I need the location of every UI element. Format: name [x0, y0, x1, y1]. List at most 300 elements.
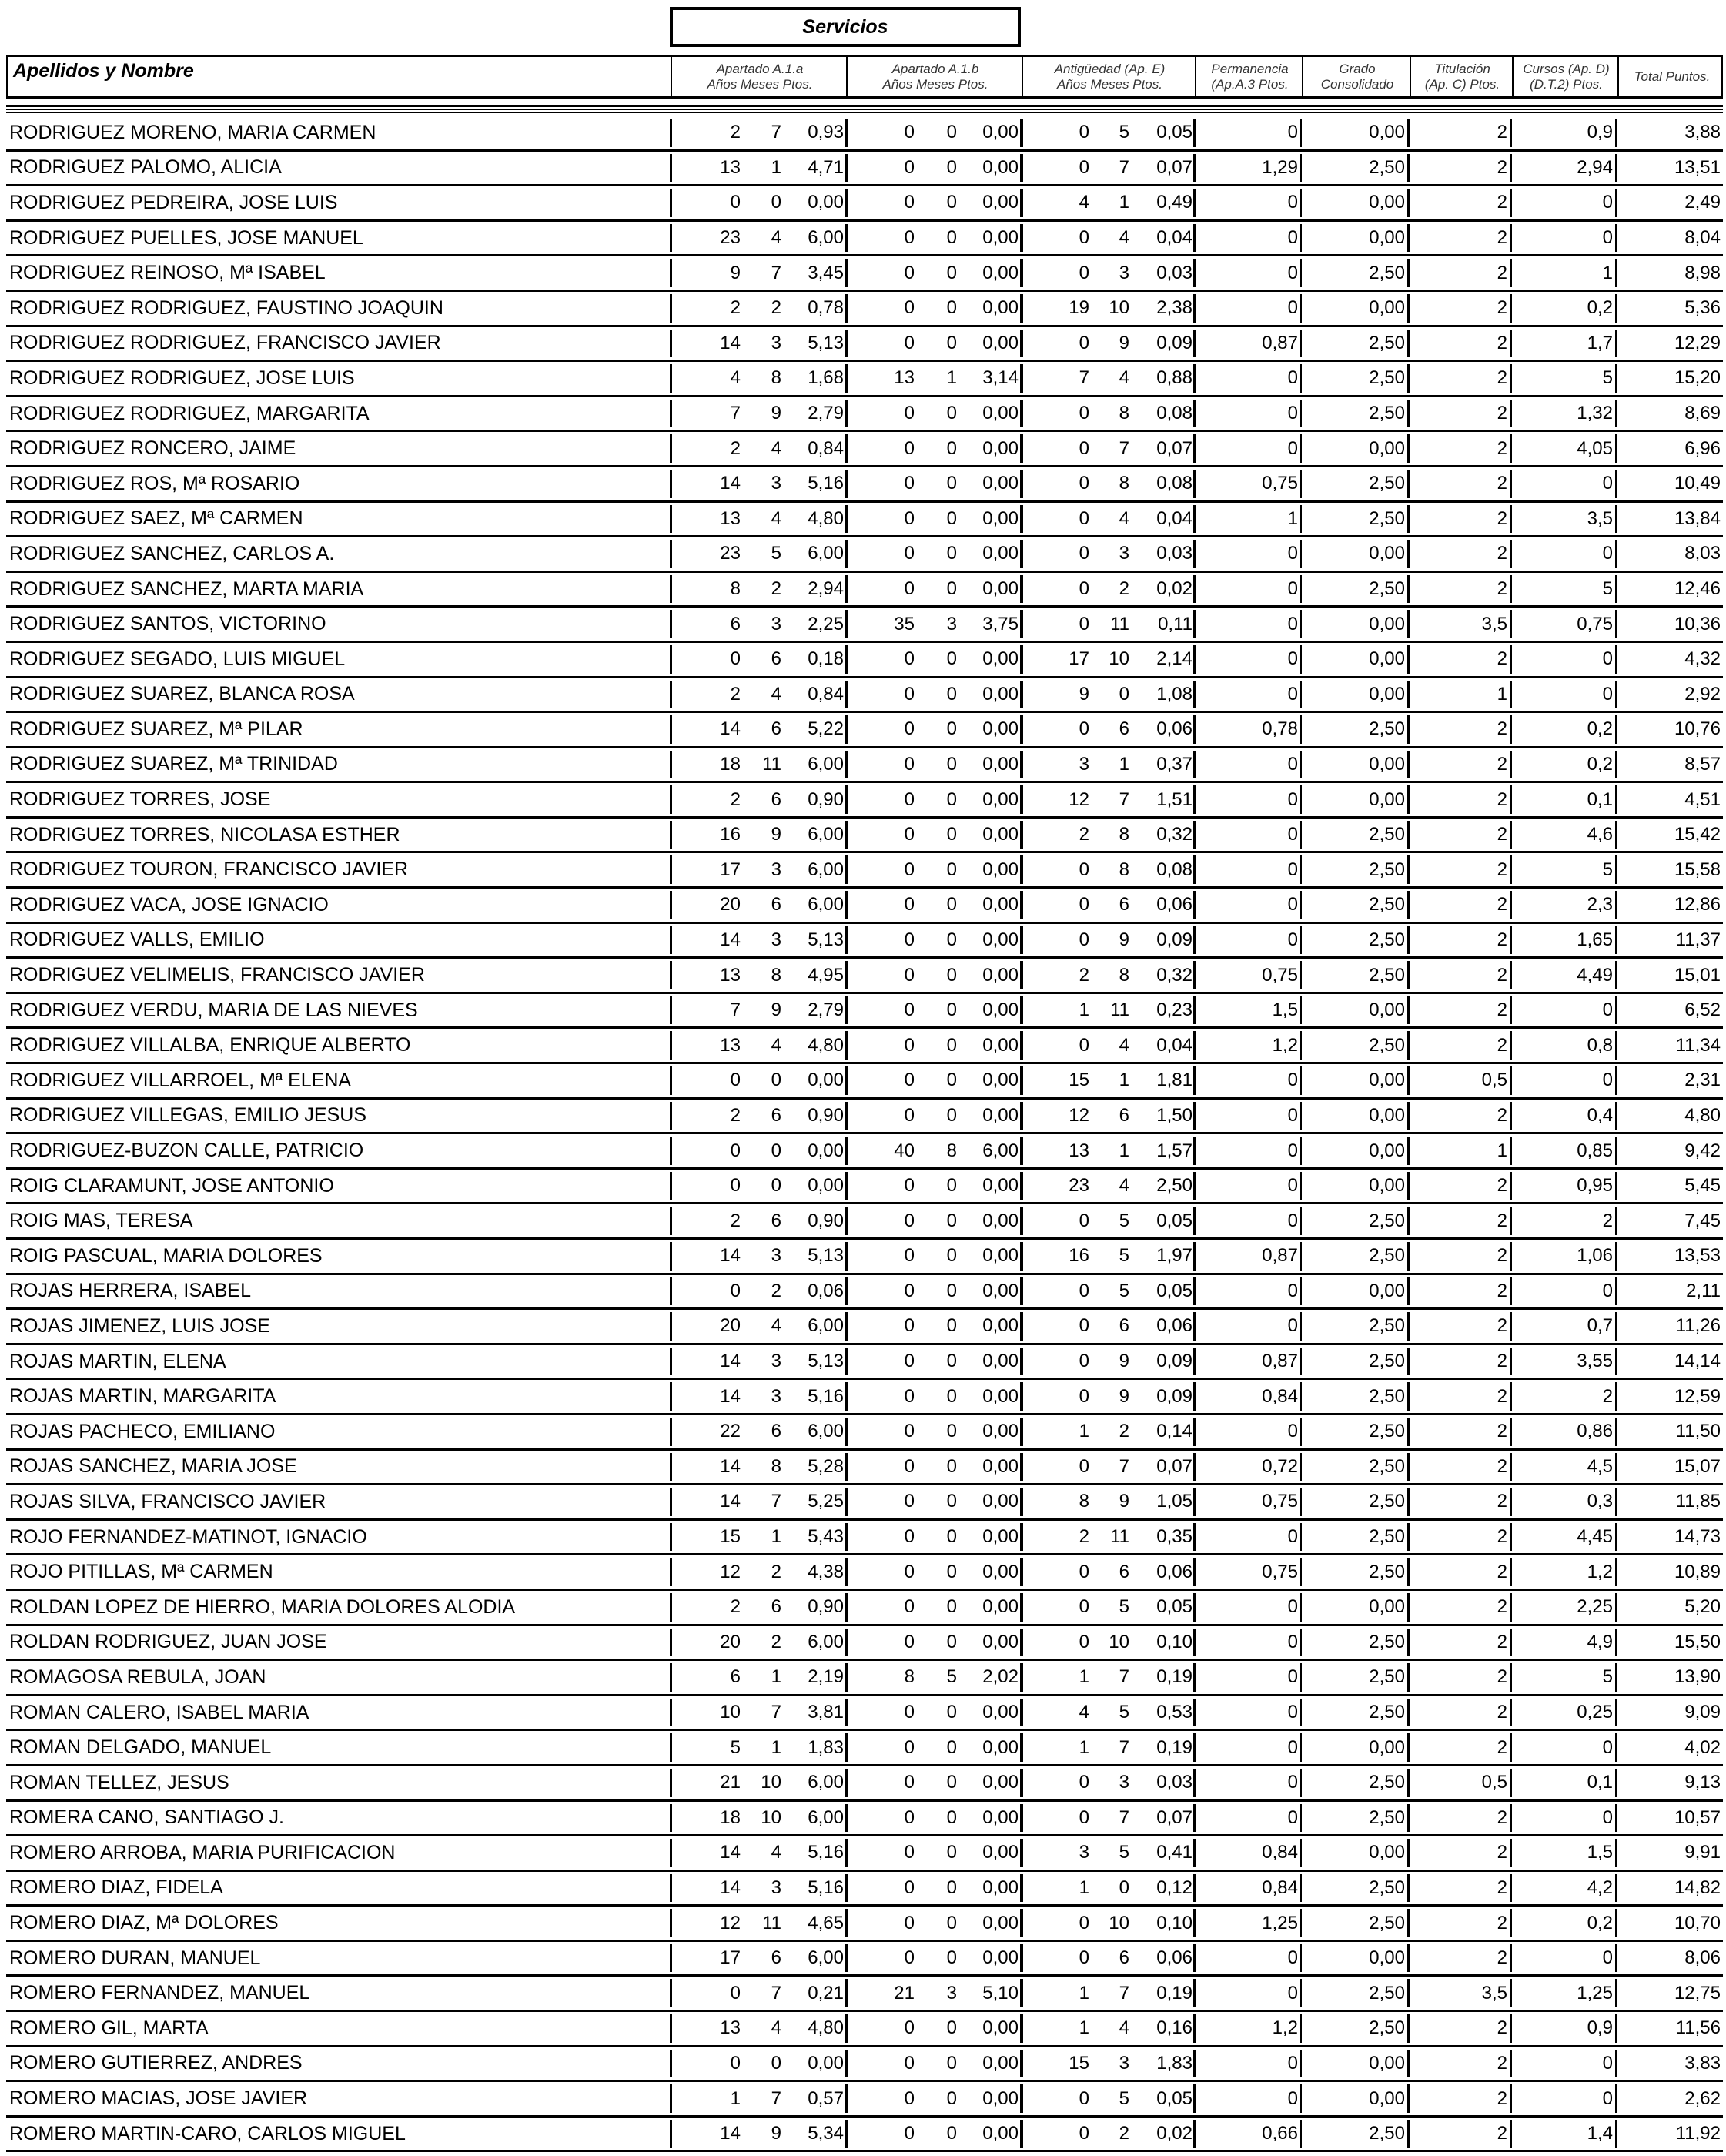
cell-border [1615, 1839, 1617, 1867]
cell-border [1510, 1312, 1512, 1341]
cell-a1b-anos: 0 [904, 1175, 915, 1197]
cell-a1b-meses: 0 [946, 1596, 957, 1618]
cell-cursos: 1,25 [1577, 1982, 1613, 2004]
cell-total: 12,29 [1674, 332, 1721, 353]
cell-permanencia: 0 [1287, 262, 1298, 283]
cell-a1b-meses: 0 [946, 1315, 957, 1337]
cell-cursos: 4,49 [1577, 964, 1613, 986]
cell-ant-meses: 3 [1119, 1772, 1129, 1793]
cell-nombre: ROMERO ARROBA, MARIA PURIFICACION [9, 1841, 396, 1863]
table-row [6, 2082, 1723, 2118]
cell-border [1300, 189, 1302, 217]
header-line: (Ap. C) Ptos. [1424, 76, 1500, 92]
cell-a1b-meses: 0 [946, 1772, 957, 1793]
cell-border [1615, 1944, 1617, 1973]
cell-ant-anos: 0 [1079, 1351, 1089, 1372]
cell-titulacion: 2 [1497, 437, 1507, 459]
header-tit [1413, 57, 1512, 96]
cell-total: 13,53 [1674, 1245, 1721, 1267]
cell-permanencia: 0 [1287, 1070, 1298, 1091]
cell-permanencia: 0,84 [1262, 1876, 1298, 1898]
cell-border [1510, 926, 1512, 955]
table-row [6, 362, 1723, 397]
cell-cursos: 2,94 [1577, 156, 1613, 178]
cell-border [1615, 224, 1617, 253]
cell-total: 10,49 [1674, 473, 1721, 494]
cell-border [1407, 1418, 1410, 1446]
cell-a1b-ptos: 0,00 [982, 1561, 1019, 1582]
cell-total: 4,02 [1684, 1736, 1721, 1758]
cell-nombre: ROIG PASCUAL, MARIA DOLORES [9, 1244, 323, 1267]
cell-border [1615, 1137, 1617, 1165]
cell-grado: 2,50 [1369, 1385, 1405, 1407]
cell-total: 10,76 [1674, 718, 1721, 740]
cell-border [1510, 610, 1512, 638]
cell-grado: 2,50 [1369, 1702, 1405, 1723]
cell-border [1510, 1874, 1512, 1903]
cell-total: 6,52 [1684, 999, 1721, 1021]
cell-ant-meses: 10 [1109, 1631, 1129, 1652]
cell-nombre: ROJAS MARTIN, ELENA [9, 1350, 226, 1372]
cell-a1b-meses: 0 [946, 1210, 957, 1231]
cell-a1b-meses: 0 [946, 964, 957, 986]
cell-grado: 2,50 [1369, 1034, 1405, 1056]
cell-cursos: 4,05 [1577, 437, 1613, 459]
cell-ant-meses: 6 [1119, 1561, 1129, 1582]
cell-border [1407, 610, 1410, 638]
cell-total: 12,75 [1674, 1982, 1721, 2004]
cell-a1a-ptos: 5,43 [808, 1526, 844, 1548]
cell-a1a-ptos: 5,34 [808, 2123, 844, 2144]
table-row [6, 1380, 1723, 1415]
cell-a1a-meses: 6 [771, 1421, 781, 1442]
cell-a1b-meses: 0 [946, 1104, 957, 1126]
cell-border [1407, 1102, 1410, 1130]
cell-a1b-anos: 0 [904, 227, 915, 249]
table-row [6, 608, 1723, 643]
cell-grado: 2,50 [1369, 367, 1405, 389]
cell-permanencia: 0 [1287, 367, 1298, 389]
cell-ant-ptos: 0,09 [1156, 1351, 1192, 1372]
cell-cursos: 4,45 [1577, 1526, 1613, 1548]
header-cursos [1515, 57, 1617, 96]
cell-cursos: 0 [1602, 192, 1613, 213]
cell-titulacion: 2 [1497, 1842, 1507, 1863]
cell-border [1615, 434, 1617, 463]
cell-cursos: 4,2 [1587, 1876, 1613, 1898]
cell-permanencia: 0 [1287, 437, 1298, 459]
cell-nombre: RODRIGUEZ RODRIGUEZ, JOSE LUIS [9, 367, 355, 389]
table-row [6, 959, 1723, 994]
cell-a1b-anos: 0 [904, 1947, 915, 1969]
cell-permanencia: 0 [1287, 1421, 1298, 1442]
cell-border [1407, 2084, 1410, 2113]
cell-ant-anos: 0 [1079, 929, 1089, 950]
cell-nombre: ROJAS JIMENEZ, LUIS JOSE [9, 1314, 270, 1337]
cell-border [1510, 681, 1512, 709]
cell-a1a-meses: 2 [771, 1631, 781, 1652]
cell-nombre: ROMERA CANO, SANTIAGO J. [9, 1806, 284, 1829]
cell-ant-ptos: 0,12 [1156, 1876, 1192, 1898]
cell-permanencia: 0 [1287, 192, 1298, 213]
cell-nombre: RODRIGUEZ RONCERO, JAIME [9, 437, 296, 460]
cell-total: 13,51 [1674, 156, 1721, 178]
cell-total: 8,69 [1684, 403, 1721, 424]
cell-titulacion: 1 [1497, 1140, 1507, 1161]
cell-a1b-meses: 0 [946, 578, 957, 600]
table-row [6, 889, 1723, 924]
cell-ant-anos: 7 [1079, 367, 1089, 389]
cell-a1a-ptos: 6,00 [808, 859, 844, 880]
cell-a1b-meses: 0 [946, 1561, 957, 1582]
cell-a1a-meses: 3 [771, 473, 781, 494]
cell-total: 5,20 [1684, 1596, 1721, 1618]
cell-titulacion: 2 [1497, 473, 1507, 494]
cell-a1b-meses: 0 [946, 1491, 957, 1512]
cell-ant-anos: 0 [1079, 122, 1089, 143]
cell-cursos: 1,4 [1587, 2123, 1613, 2144]
cell-border [1615, 1663, 1617, 1692]
cell-titulacion: 2 [1497, 1631, 1507, 1652]
cell-a1a-ptos: 0,90 [808, 1104, 844, 1126]
cell-a1b-meses: 0 [946, 473, 957, 494]
cell-border [1615, 926, 1617, 955]
cell-a1b-ptos: 3,75 [982, 613, 1019, 634]
cell-total: 3,83 [1684, 2052, 1721, 2074]
cell-ant-ptos: 0,03 [1156, 1772, 1192, 1793]
cell-a1a-anos: 7 [730, 999, 741, 1021]
cell-a1b-ptos: 0,00 [982, 192, 1019, 213]
cell-border [1407, 1172, 1410, 1200]
cell-permanencia: 0 [1287, 122, 1298, 143]
cell-ant-anos: 2 [1079, 824, 1089, 845]
cell-a1b-meses: 3 [946, 613, 957, 634]
cell-a1a-ptos: 5,13 [808, 1351, 844, 1372]
cell-ant-anos: 0 [1079, 227, 1089, 249]
cell-a1b-ptos: 3,14 [982, 367, 1019, 389]
cell-a1a-ptos: 5,16 [808, 473, 844, 494]
cell-a1b-meses: 0 [946, 403, 957, 424]
cell-grado: 0,00 [1369, 122, 1405, 143]
cell-border [1615, 1733, 1617, 1762]
cell-grado: 0,00 [1369, 1280, 1405, 1301]
cell-a1a-meses: 7 [771, 1702, 781, 1723]
cell-a1a-ptos: 6,00 [808, 1421, 844, 1442]
cell-ant-meses: 8 [1119, 824, 1129, 845]
cell-ant-ptos: 0,35 [1156, 1526, 1192, 1548]
cell-border [1510, 1207, 1512, 1235]
cell-a1a-ptos: 0,21 [808, 1982, 844, 2004]
cell-ant-meses: 6 [1119, 1315, 1129, 1337]
cell-a1a-ptos: 4,95 [808, 964, 844, 986]
table-row [6, 1731, 1723, 1766]
cell-border [1407, 1944, 1410, 1973]
cell-total: 5,45 [1684, 1175, 1721, 1197]
cell-ant-ptos: 0,05 [1156, 1210, 1192, 1231]
cell-a1b-meses: 0 [946, 999, 957, 1021]
cell-permanencia: 0 [1287, 894, 1298, 916]
cell-border [1510, 1242, 1512, 1270]
cell-border [1510, 1909, 1512, 1937]
cell-ant-meses: 6 [1119, 718, 1129, 740]
cell-cursos: 3,55 [1577, 1351, 1613, 1372]
cell-cursos: 0,7 [1587, 1315, 1613, 1337]
cell-a1b-anos: 0 [904, 507, 915, 529]
cell-border [1615, 1874, 1617, 1903]
cell-a1a-meses: 0 [771, 2052, 781, 2074]
cell-a1a-anos: 0 [730, 1140, 741, 1161]
cell-permanencia: 0 [1287, 788, 1298, 810]
cell-grado: 0,00 [1369, 192, 1405, 213]
cell-a1a-meses: 8 [771, 1455, 781, 1477]
cell-ant-anos: 13 [1069, 1140, 1089, 1161]
cell-border [1407, 1979, 1410, 2007]
cell-cursos: 0 [1602, 683, 1613, 705]
cell-ant-ptos: 0,04 [1156, 1034, 1192, 1056]
cell-a1b-anos: 0 [904, 297, 915, 319]
cell-titulacion: 2 [1497, 2017, 1507, 2039]
cell-border [1300, 1769, 1302, 1797]
cell-cursos: 1,7 [1587, 332, 1613, 353]
cell-border [1615, 996, 1617, 1025]
cell-border [1510, 400, 1512, 428]
cell-cursos: 0,2 [1587, 718, 1613, 740]
cell-titulacion: 2 [1497, 788, 1507, 810]
cell-permanencia: 0,72 [1262, 1455, 1298, 1477]
cell-ant-meses: 11 [1110, 613, 1129, 634]
cell-a1a-ptos: 4,80 [808, 507, 844, 529]
cell-border [1407, 1523, 1410, 1552]
cell-ant-anos: 12 [1069, 1104, 1089, 1126]
cell-nombre: RODRIGUEZ SUAREZ, BLANCA ROSA [9, 683, 355, 705]
cell-a1a-ptos: 5,28 [808, 1455, 844, 1477]
cell-a1a-meses: 0 [771, 1140, 781, 1161]
cell-total: 15,07 [1674, 1455, 1721, 1477]
cell-permanencia: 0 [1287, 1315, 1298, 1337]
cell-border [1510, 540, 1512, 568]
cell-border [1300, 294, 1302, 323]
cell-a1b-anos: 0 [904, 1596, 915, 1618]
cell-permanencia: 0 [1287, 2052, 1298, 2074]
cell-ant-ptos: 0,07 [1156, 1455, 1192, 1477]
cell-a1a-anos: 13 [720, 156, 741, 178]
table-row [6, 1626, 1723, 1662]
cell-ant-meses: 3 [1119, 2052, 1129, 2074]
cell-border [1407, 1629, 1410, 1657]
cell-border [1510, 645, 1512, 674]
cell-cursos: 2,25 [1577, 1596, 1613, 1618]
cell-a1b-ptos: 0,00 [982, 1631, 1019, 1652]
cell-border [1615, 540, 1617, 568]
header-separator [1195, 57, 1196, 96]
cell-total: 11,56 [1675, 2017, 1721, 2039]
cell-a1a-ptos: 5,16 [808, 1876, 844, 1898]
cell-border [1300, 1874, 1302, 1903]
cell-cursos: 0 [1602, 999, 1613, 1021]
cell-border [1615, 1488, 1617, 1516]
cell-border [1407, 575, 1410, 604]
cell-nombre: ROJAS PACHECO, EMILIANO [9, 1420, 276, 1442]
cell-border [1615, 1699, 1617, 1727]
cell-border [1615, 1382, 1617, 1411]
cell-a1b-ptos: 0,00 [982, 1491, 1019, 1512]
header-separator [846, 57, 848, 96]
cell-a1b-anos: 0 [904, 1070, 915, 1091]
table-row [6, 327, 1723, 363]
cell-border [1407, 400, 1410, 428]
cell-a1b-ptos: 0,00 [982, 648, 1019, 670]
table-body [6, 116, 1723, 2152]
cell-a1b-anos: 13 [894, 367, 915, 389]
cell-nombre: RODRIGUEZ VACA, JOSE IGNACIO [9, 893, 329, 916]
cell-a1b-anos: 0 [904, 1561, 915, 1582]
cell-border [1510, 855, 1512, 884]
cell-a1a-ptos: 5,13 [808, 1245, 844, 1267]
cell-permanencia: 0 [1287, 683, 1298, 705]
cell-a1a-ptos: 0,84 [808, 683, 844, 705]
table-row [6, 222, 1723, 257]
cell-ant-meses: 3 [1119, 543, 1129, 564]
cell-border [1510, 1629, 1512, 1657]
cell-ant-anos: 16 [1069, 1245, 1089, 1267]
cell-total: 11,37 [1675, 929, 1721, 950]
cell-border [1300, 961, 1302, 989]
cell-a1b-ptos: 0,00 [982, 2017, 1019, 2039]
cell-a1a-meses: 0 [771, 1175, 781, 1197]
cell-ant-anos: 1 [1079, 1421, 1089, 1442]
cell-titulacion: 2 [1497, 2123, 1507, 2144]
cell-ant-anos: 0 [1079, 403, 1089, 424]
cell-titulacion: 2 [1497, 1315, 1507, 1337]
cell-ant-ptos: 0,05 [1156, 1596, 1192, 1618]
header-line: Años Meses Ptos. [1056, 76, 1162, 92]
cell-a1a-meses: 8 [771, 964, 781, 986]
group-title-servicios: Servicios [670, 7, 1021, 47]
cell-cursos: 2 [1602, 1210, 1613, 1231]
cell-border [1510, 1066, 1512, 1095]
cell-a1a-anos: 13 [720, 2017, 741, 2039]
cell-a1a-meses: 11 [762, 1912, 781, 1933]
table-row [6, 1836, 1723, 1872]
cell-a1b-meses: 0 [946, 1631, 957, 1652]
cell-a1a-meses: 7 [771, 1982, 781, 2004]
cell-border [1300, 575, 1302, 604]
header-separator [1410, 57, 1411, 96]
cell-grado: 0,00 [1369, 2052, 1405, 2074]
cell-a1a-ptos: 6,00 [808, 1947, 844, 1969]
cell-a1a-anos: 0 [730, 192, 741, 213]
cell-total: 4,51 [1684, 788, 1721, 810]
cell-a1b-ptos: 0,00 [982, 1806, 1019, 1828]
cell-ant-meses: 0 [1119, 683, 1129, 705]
cell-grado: 0,00 [1369, 227, 1405, 249]
cell-a1a-ptos: 0,00 [808, 1140, 844, 1161]
cell-total: 10,57 [1674, 1806, 1721, 1828]
cell-a1b-ptos: 0,00 [982, 297, 1019, 319]
cell-permanencia: 1,2 [1272, 1034, 1298, 1056]
cell-border [1615, 645, 1617, 674]
cell-a1a-meses: 4 [771, 507, 781, 529]
cell-ant-anos: 0 [1079, 613, 1089, 634]
table-row [6, 783, 1723, 819]
cell-titulacion: 2 [1497, 1210, 1507, 1231]
cell-border [1300, 1629, 1302, 1657]
cell-a1b-meses: 0 [946, 1070, 957, 1091]
cell-border [1300, 1382, 1302, 1411]
cell-a1b-meses: 0 [946, 2052, 957, 2074]
cell-grado: 2,50 [1369, 1351, 1405, 1372]
cell-grado: 2,50 [1369, 1421, 1405, 1442]
cell-border [1615, 294, 1617, 323]
cell-border [1300, 1733, 1302, 1762]
cell-cursos: 0 [1602, 1070, 1613, 1091]
cell-titulacion: 2 [1497, 403, 1507, 424]
cell-titulacion: 2 [1497, 1351, 1507, 1372]
cell-a1b-ptos: 0,00 [982, 1104, 1019, 1126]
cell-a1b-ptos: 0,00 [982, 2123, 1019, 2144]
cell-a1a-anos: 14 [720, 1351, 741, 1372]
cell-ant-meses: 4 [1119, 367, 1129, 389]
table-row [6, 537, 1723, 573]
cell-titulacion: 2 [1497, 999, 1507, 1021]
cell-a1b-ptos: 0,00 [982, 2052, 1019, 2074]
cell-a1a-anos: 14 [720, 718, 741, 740]
table-row [6, 2118, 1723, 2153]
cell-border [1407, 1769, 1410, 1797]
cell-grado: 0,00 [1369, 788, 1405, 810]
table-row [6, 1310, 1723, 1345]
cell-border [1407, 224, 1410, 253]
header-line: (D.T.2) Ptos. [1530, 76, 1603, 92]
cell-ant-meses: 5 [1119, 2087, 1129, 2109]
cell-ant-meses: 6 [1119, 1104, 1129, 1126]
cell-border [1615, 1207, 1617, 1235]
cell-a1a-meses: 9 [771, 824, 781, 845]
header-line: Cursos (Ap. D) [1523, 61, 1610, 76]
cell-a1a-anos: 6 [730, 613, 741, 634]
cell-permanencia: 0,84 [1262, 1385, 1298, 1407]
cell-ant-meses: 11 [1110, 999, 1129, 1021]
cell-a1a-meses: 6 [771, 788, 781, 810]
cell-a1a-ptos: 4,38 [808, 1561, 844, 1582]
cell-a1a-anos: 16 [720, 824, 741, 845]
cell-a1b-anos: 0 [904, 1736, 915, 1758]
cell-border [1510, 1699, 1512, 1727]
cell-ant-anos: 4 [1079, 1702, 1089, 1723]
cell-permanencia: 0 [1287, 613, 1298, 634]
cell-titulacion: 2 [1497, 964, 1507, 986]
cell-a1a-anos: 6 [730, 1666, 741, 1688]
cell-a1a-anos: 14 [720, 1385, 741, 1407]
cell-nombre: RODRIGUEZ SUAREZ, Mª PILAR [9, 718, 303, 740]
cell-a1b-anos: 0 [904, 1210, 915, 1231]
cell-border [1407, 855, 1410, 884]
cell-permanencia: 0 [1287, 753, 1298, 775]
cell-ant-ptos: 1,83 [1156, 2052, 1192, 2074]
cell-border [1510, 1839, 1512, 1867]
cell-border [1615, 1312, 1617, 1341]
cell-a1b-meses: 0 [946, 683, 957, 705]
cell-ant-anos: 12 [1069, 788, 1089, 810]
cell-total: 9,13 [1684, 1772, 1721, 1793]
cell-a1b-anos: 0 [904, 2087, 915, 2109]
cell-grado: 2,50 [1369, 1245, 1405, 1267]
cell-grado: 2,50 [1369, 262, 1405, 283]
cell-border [1615, 1558, 1617, 1586]
cell-a1b-meses: 0 [946, 1280, 957, 1301]
cell-a1a-ptos: 0,90 [808, 788, 844, 810]
cell-a1a-meses: 7 [771, 262, 781, 283]
